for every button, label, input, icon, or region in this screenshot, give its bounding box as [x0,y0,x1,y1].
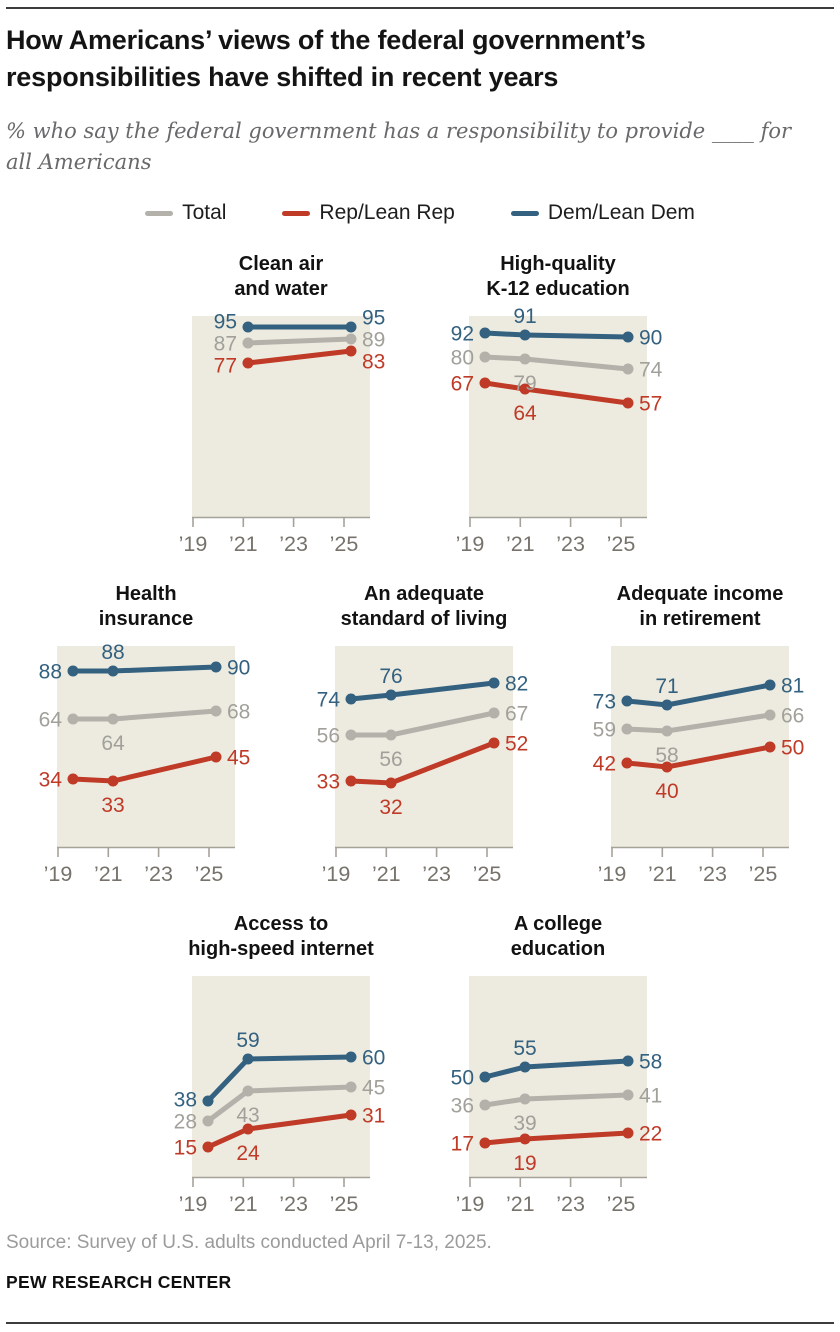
value-label-rep: 40 [655,780,679,803]
x-axis [335,848,513,858]
value-label-dem: 50 [450,1066,474,1090]
chart-title-line: Health [115,583,177,605]
data-point-total [489,708,500,719]
source-note: Source: Survey of U.S. adults conducted April 7-13, 2025. [6,1232,492,1253]
chart-title-line: K-12 education [486,278,630,300]
x-tick-label: ’23 [422,862,451,886]
data-point-rep [203,1142,214,1153]
legend-item-rep [282,201,454,225]
chart-college-education [418,906,698,1222]
data-point-total [622,724,633,735]
chart-clean-air-and-water [141,246,421,562]
x-tick-label: ’21 [93,862,123,886]
data-point-dem [243,322,254,333]
chart-title-line: Clean air [238,253,324,275]
x-tick-label: ’25 [194,862,224,886]
value-label-total: 41 [639,1084,663,1108]
chart-title-line: Adequate income [616,583,784,605]
value-label-dem: 74 [316,688,340,712]
data-point-rep [346,346,357,357]
data-point-dem [622,696,633,707]
value-label-rep: 32 [379,796,403,819]
value-label-dem: 60 [362,1046,386,1070]
chart-k12-education [418,246,698,562]
top-rule [6,7,834,9]
data-point-total [520,354,531,365]
value-label-rep: 24 [236,1142,260,1165]
value-label-rep: 33 [316,770,340,794]
value-label-dem: 38 [173,1088,197,1112]
chart-high-speed-internet [141,906,421,1222]
value-label-total: 74 [639,358,663,382]
data-point-dem [211,662,222,673]
value-label-dem: 88 [38,660,62,684]
x-tick-label: ’19 [321,862,351,886]
x-axis [611,848,789,858]
chart-canvas-clean-air-and-water [141,306,421,562]
value-label-total: 28 [173,1110,197,1134]
legend-item-dem [511,201,695,225]
x-tick-label: ’23 [144,862,173,886]
x-tick-label: ’23 [556,532,585,556]
value-label-rep: 22 [639,1122,663,1146]
data-point-dem [520,1062,531,1073]
data-point-dem [520,330,531,341]
value-label-dem: 95 [213,310,237,334]
data-point-rep [480,378,491,389]
value-label-total: 64 [38,708,62,732]
value-label-rep: 34 [38,768,62,792]
value-label-dem: 95 [362,306,386,330]
data-point-rep [108,776,119,787]
value-label-total: 67 [505,702,529,726]
chart-canvas-health-insurance [6,641,286,892]
value-label-total: 56 [379,748,403,771]
x-tick-label: ’19 [178,532,208,556]
chart-title [560,576,840,646]
data-point-dem [243,1054,254,1065]
chart-title [284,576,564,646]
data-point-rep [480,1138,491,1149]
data-point-rep [346,1110,357,1121]
value-label-dem: 58 [639,1050,663,1074]
x-axis [192,1178,370,1188]
data-point-rep [622,758,633,769]
x-tick-label: ’19 [43,862,73,886]
data-point-total [623,364,634,375]
x-tick-label: ’23 [556,1192,585,1216]
value-label-total: 64 [101,732,125,755]
value-label-total: 79 [513,372,537,395]
brand-wordmark: PEW RESEARCH CENTER [6,1272,232,1292]
value-label-rep: 64 [513,402,537,425]
value-label-total: 36 [450,1094,474,1118]
value-label-rep: 83 [362,350,386,374]
value-label-total: 56 [316,724,340,748]
data-point-total [386,730,397,741]
value-label-dem: 90 [227,656,251,680]
x-tick-label: ’25 [606,532,636,556]
x-tick-label: ’25 [329,532,359,556]
chart-title [418,906,698,976]
legend-label-dem: Dem/Lean Dem [547,201,695,224]
chart-title-line: education [510,938,606,960]
data-point-dem [346,694,357,705]
x-axis [192,518,370,528]
data-point-rep [243,358,254,369]
data-point-total [480,352,491,363]
value-label-dem: 81 [781,674,805,698]
chart-title-line: in retirement [639,608,761,630]
data-point-dem [489,678,500,689]
value-label-rep: 31 [362,1104,386,1128]
value-label-total: 68 [227,700,251,724]
data-point-total [662,726,673,737]
value-label-rep: 15 [173,1136,197,1160]
value-label-rep: 45 [227,746,251,770]
data-point-total [243,1086,254,1097]
chart-retirement-income [560,576,840,892]
data-point-dem [203,1096,214,1107]
value-label-rep: 67 [450,372,474,396]
data-point-total [346,334,357,345]
chart-canvas-retirement-income [560,646,840,892]
data-point-dem [346,1052,357,1063]
x-tick-label: ’25 [748,862,778,886]
chart-canvas-standard-of-living [284,646,564,892]
value-label-dem: 71 [655,675,679,698]
x-tick-label: ’21 [228,1192,258,1216]
x-tick-label: ’19 [597,862,627,886]
x-axis [469,1178,647,1188]
data-point-total [243,338,254,349]
value-label-rep: 77 [213,354,237,378]
chart-title-line: A college [513,913,603,935]
value-label-dem: 59 [236,1029,260,1052]
x-tick-label: ’21 [228,532,258,556]
chart-title-line: insurance [98,608,194,630]
value-label-total: 39 [513,1112,537,1135]
x-tick-label: ’23 [279,1192,308,1216]
chart-title [141,246,421,316]
data-point-dem [662,700,673,711]
chart-standard-of-living [284,576,564,892]
value-label-dem: 91 [513,305,537,328]
x-tick-label: ’21 [505,532,535,556]
x-tick-label: ’25 [329,1192,359,1216]
data-point-rep [386,778,397,789]
data-point-total [623,1090,634,1101]
x-tick-label: ’25 [472,862,502,886]
data-point-dem [480,1072,491,1083]
chart-health-insurance [6,576,286,892]
chart-title-line: High-quality [500,253,616,275]
data-point-rep [623,1128,634,1139]
data-point-total [346,1082,357,1093]
value-label-dem: 73 [592,690,616,714]
legend-item-total [145,201,226,225]
rep-line-swatch-icon [282,211,310,216]
value-label-rep: 50 [781,736,805,760]
page-subtitle: % who say the federal government has a responsibility to provide ____ for all Americans [6,119,792,174]
value-label-total: 58 [655,744,679,767]
data-point-rep [489,738,500,749]
chart-title-line: high-speed internet [188,938,374,960]
x-tick-label: ’19 [178,1192,208,1216]
chart-title [6,576,286,646]
chart-title [141,906,421,976]
data-point-rep [68,774,79,785]
plot-area [469,316,647,517]
chart-canvas-college-education [418,976,698,1222]
value-label-dem: 76 [379,665,403,688]
plot-area [192,976,370,1177]
value-label-total: 43 [236,1104,260,1127]
legend-label-total: Total [182,201,227,224]
value-label-rep: 57 [639,392,663,416]
value-label-total: 87 [213,332,237,356]
x-tick-label: ’19 [455,532,485,556]
data-point-dem [480,328,491,339]
chart-title-line: standard of living [340,608,508,630]
data-point-dem [623,1056,634,1067]
value-label-total: 89 [362,328,386,352]
data-point-total [765,710,776,721]
x-axis [57,848,235,858]
x-tick-label: ’21 [647,862,677,886]
legend [0,201,840,225]
x-tick-label: ’23 [698,862,727,886]
bottom-rule [6,1322,834,1324]
value-label-rep: 33 [101,794,125,817]
value-label-dem: 82 [505,672,529,696]
data-point-dem [108,666,119,677]
data-point-total [203,1116,214,1127]
value-label-dem: 88 [101,641,125,664]
chart-canvas-k12-education [418,305,698,562]
data-point-rep [346,776,357,787]
data-point-total [520,1094,531,1105]
value-label-rep: 19 [513,1152,537,1175]
data-point-dem [68,666,79,677]
value-label-dem: 92 [450,322,474,346]
chart-title [418,246,698,316]
value-label-total: 59 [592,718,616,742]
data-point-total [108,714,119,725]
x-tick-label: ’21 [371,862,401,886]
chart-title-line: and water [234,278,328,300]
data-point-rep [623,398,634,409]
value-label-dem: 55 [513,1037,537,1060]
x-tick-label: ’23 [279,532,308,556]
data-point-rep [765,742,776,753]
dem-line-swatch-icon [511,211,539,216]
value-label-rep: 52 [505,732,529,756]
legend-label-rep: Rep/Lean Rep [319,201,455,224]
page-title: How Americans’ views of the federal government’s responsibilities have shifted in recent years [6,25,646,92]
x-tick-label: ’21 [505,1192,535,1216]
value-label-rep: 42 [592,752,616,776]
value-label-dem: 90 [639,326,663,350]
value-label-total: 80 [450,346,474,370]
x-axis [469,518,647,528]
data-point-dem [623,332,634,343]
data-point-rep [211,752,222,763]
data-point-dem [765,680,776,691]
data-point-total [68,714,79,725]
x-tick-label: ’19 [455,1192,485,1216]
value-label-total: 66 [781,704,805,728]
data-point-dem [346,322,357,333]
chart-title-line: An adequate [363,583,485,605]
value-label-rep: 17 [450,1132,474,1156]
chart-canvas-high-speed-internet [141,976,421,1222]
chart-title-line: Access to [233,913,329,935]
data-point-total [480,1100,491,1111]
value-label-total: 45 [362,1076,386,1100]
data-point-total [346,730,357,741]
data-point-dem [386,690,397,701]
x-tick-label: ’25 [606,1192,636,1216]
total-line-swatch-icon [145,211,173,216]
plot-area [57,646,235,847]
data-point-total [211,706,222,717]
data-point-rep [520,1134,531,1145]
